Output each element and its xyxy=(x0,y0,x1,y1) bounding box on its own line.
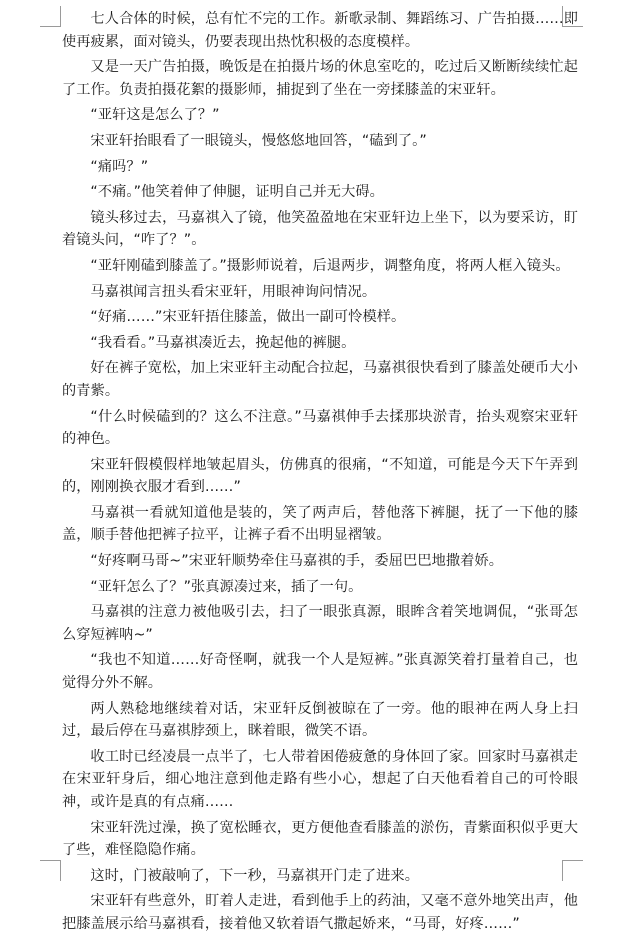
paragraph: “我看看。”马嘉祺凑近去，挽起他的裤腿。 xyxy=(90,334,356,351)
paragraph: 这时，门被敲响了，下一秒，马嘉祺开门走了进来。 xyxy=(90,867,420,884)
paragraph: 七人合体的时候，总有忙不完的工作。新歌录制、舞蹈练习、广告拍摄……即使再疲累，面对镜头，仍要表现出热忱积极的态度模样。 xyxy=(62,11,578,50)
paragraph: 马嘉祺的注意力被他吸引去，扫了一眼张真源，眼眸含着笑地调侃，“张哥怎么穿短裤呐~” xyxy=(62,604,578,643)
paragraph: 马嘉祺闻言扭头看宋亚轩，用眼神询问情况。 xyxy=(90,283,377,300)
paragraph: 好在裤子宽松，加上宋亚轩主动配合拉起，马嘉祺很快看到了膝盖处硬币大小的青紫。 xyxy=(62,360,578,399)
paragraph: 宋亚轩洗过澡，换了宽松睡衣，更方便他查看膝盖的淤伤，青紫面积似乎更大了些，难怪隐隐作痛。 xyxy=(62,819,578,859)
paragraph: 收工时已经凌晨一点半了，七人带着困倦疲惫的身体回了家。回家时马嘉祺走在宋亚轩身后，细心地注意到他走路有些小心，想起了白天他看着自己的可怜眼神，或许是真的有点痛…… xyxy=(62,748,578,810)
crop-mark-bottom-left xyxy=(40,860,61,881)
paragraph: “不痛。”他笑着伸了伸腿，证明自己并无大碍。 xyxy=(90,184,384,201)
paragraph: 宋亚轩抬眼看了一眼镜头，慢悠悠地回答，“磕到了。” xyxy=(90,132,427,149)
crop-mark-top-left xyxy=(40,6,61,27)
paragraph: “亚轩刚磕到膝盖了。”摄影师说着，后退两步，调整角度，将两人框入镜头。 xyxy=(90,257,570,274)
paragraph: “什么时候磕到的？这么不注意。”马嘉祺伸手去揉那块淤青，抬头观察宋亚轩的神色。 xyxy=(62,408,578,448)
paragraph: “我也不知道……好奇怪啊，就我一个人是短裤。”张真源笑着打量着自己，也觉得分外不解。 xyxy=(62,652,578,692)
paragraph: 宋亚轩有些意外，盯着人走进，看到他手上的药油，又毫不意外地笑出声，他把膝盖展示给马嘉祺看，接着他又软着语气撒起娇来，“马哥，好疼……” xyxy=(62,893,578,932)
paragraph: 又是一天广告拍摄，晚饭是在拍摄片场的休息室吃的，吃过后又断断续续忙起了工作。负责拍摄花絮的摄影师，捕捉到了坐在一旁揉膝盖的宋亚轩。 xyxy=(62,59,578,98)
paragraph: “亚轩这是怎么了？” xyxy=(90,107,220,124)
paragraph: “痛吗？” xyxy=(90,158,149,175)
paragraph: “好痛……”宋亚轩捂住膝盖，做出一副可怜模样。 xyxy=(90,309,406,326)
paragraph: 两人熟稔地继续着对话，宋亚轩反倒被晾在了一旁。他的眼神在两人身上扫过，最后停在马嘉祺脖颈上，眯着眼，微笑不语。 xyxy=(62,700,578,740)
document-body xyxy=(62,8,578,939)
paragraph: 马嘉祺一看就知道他是装的，笑了两声后，替他落下裤腿，抚了一下他的膝盖，顺手替他把裤子拉平，让裤子看不出明显褶皱。 xyxy=(62,504,578,544)
paragraph: “亚轩怎么了？”张真源凑过来，插了一句。 xyxy=(90,578,363,595)
paragraph: 宋亚轩假模假样地皱起眉头，仿佛真的很痛，“不知道，可能是今天下午弄到的，刚刚换衣服才看到……” xyxy=(62,456,578,496)
paragraph: “好疼啊马哥~”宋亚轩顺势牵住马嘉祺的手，委屈巴巴地撒着娇。 xyxy=(90,553,504,570)
paragraph: 镜头移过去，马嘉祺入了镜，他笑盈盈地在宋亚轩边上坐下，以为要采访，盯着镜头问，“咋了？”。 xyxy=(62,209,578,249)
